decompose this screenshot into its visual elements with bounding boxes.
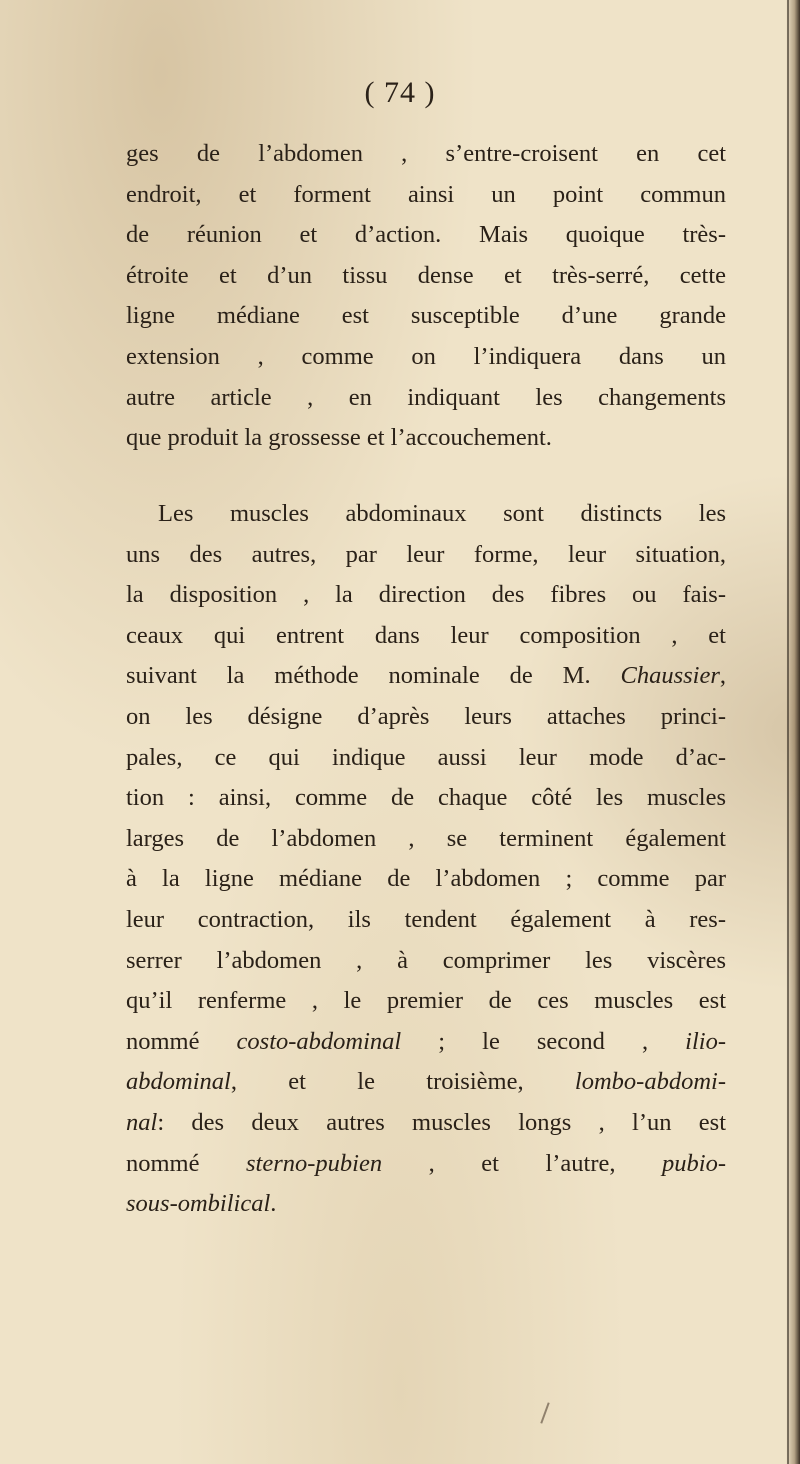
muscle-term: costo-abdominal	[236, 1027, 402, 1055]
text-run: : des deux autres muscles longs , l’un est	[157, 1108, 726, 1136]
text-line: Les muscles abdominaux sont distincts les	[158, 500, 726, 527]
text-line: autre article , en indiquant les changements	[126, 383, 726, 411]
ink-mark	[540, 1402, 549, 1423]
paragraph-2	[126, 494, 726, 1225]
text-line: leur contraction, ils tendent également à res-	[126, 905, 726, 933]
text-line: à la ligne médiane de l’abdomen ; comme par	[126, 865, 726, 893]
text-line: que produit la grossesse et l’accouchement.	[126, 424, 552, 452]
text-line	[126, 656, 726, 697]
text-line: tion : ainsi, comme de chaque côté les muscles	[126, 784, 726, 812]
text-line: larges de l’abdomen , se terminent également	[126, 824, 726, 852]
text-line	[126, 1022, 726, 1063]
text-line: ges de l’abdomen , s’entre-croisent en cet	[126, 140, 726, 167]
text-line: étroite et d’un tissu dense et très-serré, cette	[126, 261, 726, 289]
text-line: on les désigne d’après leurs attaches princi-	[126, 702, 726, 730]
text-line: ligne médiane est susceptible d’une grande	[126, 302, 726, 330]
muscle-term: ilio-	[685, 1027, 726, 1055]
text-line	[126, 1184, 726, 1225]
text-run: nommé	[126, 1149, 247, 1177]
text-line	[126, 1144, 726, 1185]
binding-gutter	[787, 0, 789, 1464]
muscle-term: pubio-	[662, 1149, 726, 1177]
text-run: , et l’autre,	[382, 1149, 663, 1177]
muscle-term: lombo-abdomi-	[574, 1068, 726, 1096]
text-line: qu’il renferme , le premier de ces muscles est	[126, 987, 726, 1015]
paragraph-1	[126, 134, 726, 459]
author-name: Chaussier	[620, 662, 720, 690]
page-number: ( 74 )	[364, 76, 436, 109]
text-line: endroit, et forment ainsi un point commun	[126, 180, 726, 208]
text-line	[126, 1062, 726, 1103]
muscle-term: sous-ombilical	[126, 1190, 271, 1218]
text-line: de réunion et d’action. Mais quoique très-	[126, 221, 726, 249]
text-line: extension , comme on l’indiquera dans un	[126, 342, 726, 370]
text-run: ; le second ,	[401, 1027, 686, 1055]
text-line: pales, ce qui indique aussi leur mode d’ac-	[126, 743, 726, 771]
text-line: serrer l’abdomen , à comprimer les viscères	[126, 946, 726, 974]
text-run: ,	[719, 662, 726, 690]
muscle-term: nal	[126, 1108, 158, 1136]
text-run: suivant la méthode nominale de M.	[126, 662, 621, 690]
text-line: uns des autres, par leur forme, leur situation,	[126, 540, 726, 568]
muscle-term: abdominal	[126, 1068, 231, 1096]
text-run: .	[270, 1190, 277, 1218]
text-line	[126, 1103, 726, 1144]
muscle-term: sterno-pubien	[246, 1149, 383, 1177]
text-line: la disposition , la direction des fibres ou fais-	[126, 581, 726, 609]
text-run: , et le troisième,	[230, 1068, 575, 1096]
text-line: ceaux qui entrent dans leur composition , et	[126, 621, 726, 649]
text-run: nommé	[126, 1027, 237, 1055]
